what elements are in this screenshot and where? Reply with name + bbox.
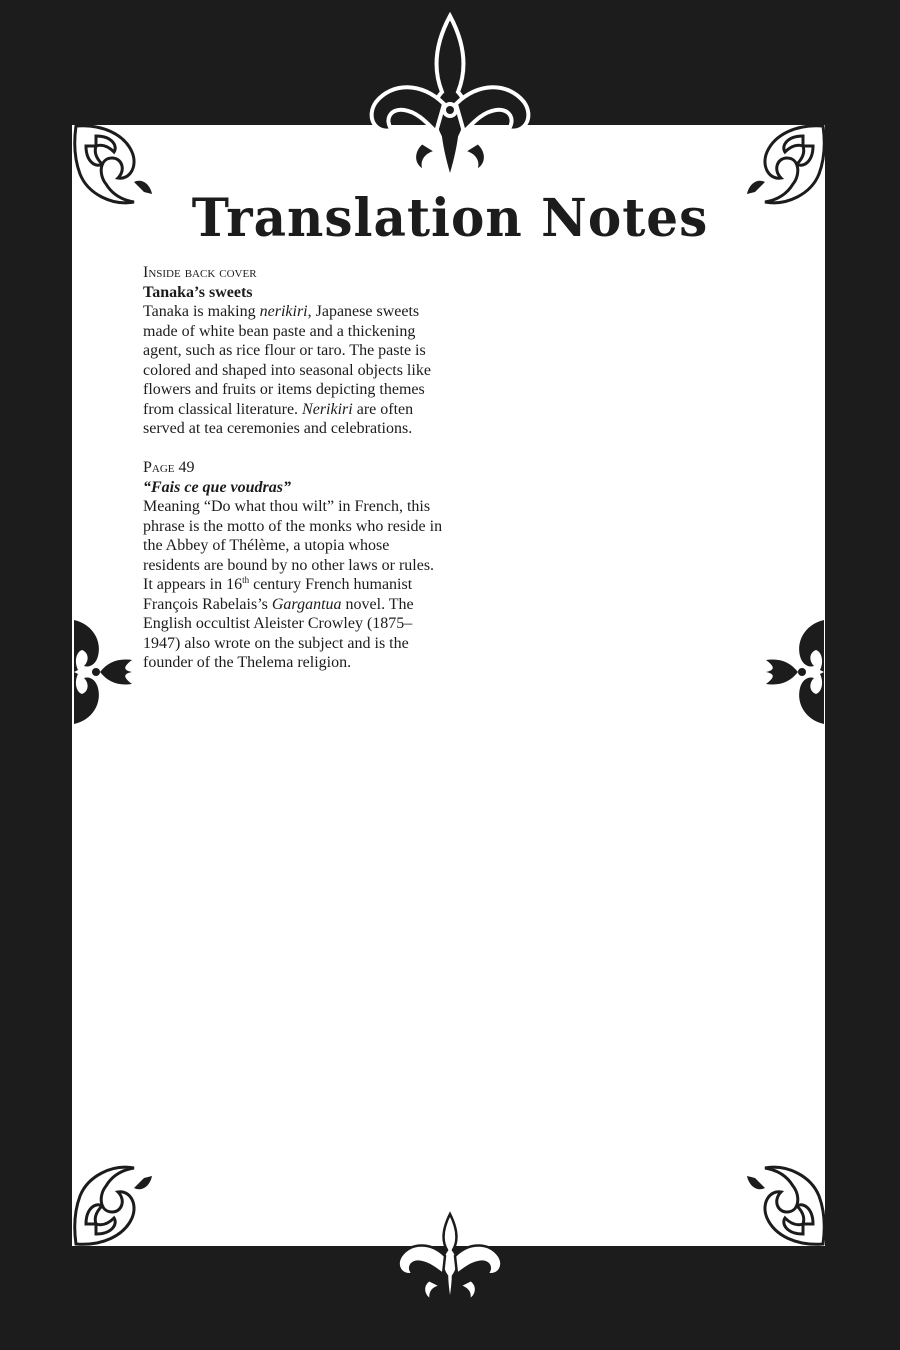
note-location: Page 49 — [143, 459, 195, 476]
note-superscript: th — [242, 575, 250, 585]
note-entry — [143, 458, 443, 673]
side-scroll-left-icon — [72, 612, 134, 732]
note-italic-term: nerikiri — [259, 303, 308, 320]
page-title: Translation Notes — [191, 186, 709, 249]
corner-scroll-bottom-left-icon — [72, 1164, 156, 1248]
note-body — [143, 497, 443, 673]
note-body — [143, 302, 443, 439]
note-text: Meaning “Do what thou wilt” in French, this phrase is the motto of the monks who reside in the Abbey of Thélème, a utopia whose residents are bound by no other laws or rules. It appears in 16 — [143, 498, 443, 593]
fleur-de-lis-bottom-icon — [395, 1210, 505, 1306]
note-text: Tanaka is making — [143, 303, 260, 320]
note-text: century French humanist François Rabelais’s — [143, 576, 413, 613]
note-text: novel. The English occultist Aleister Crowley (1875–1947) also wrote on the subject and is the founder of the Thelema religion. — [143, 595, 414, 671]
note-italic-term: Nerikiri — [302, 400, 353, 418]
note-italic-term: Gargantua — [271, 595, 342, 613]
note-heading: Tanaka’s sweets — [143, 283, 253, 301]
note-location: Inside back cover — [143, 264, 257, 281]
fleur-de-lis-top-icon — [362, 12, 538, 184]
translation-notes-list — [143, 263, 443, 692]
corner-scroll-bottom-right-icon — [743, 1164, 827, 1248]
note-text: are often served at tea ceremonies and celebrations. — [143, 400, 414, 437]
note-entry — [143, 263, 443, 439]
note-heading: “Fais ce que voudras” — [143, 478, 291, 496]
note-text: , Japanese sweets made of white bean paste and a thickening agent, such as rice flour or taro. The paste is colored and shaped into seasonal objects like flowers and fruits or items depicting themes from classical literature. — [143, 303, 431, 418]
side-scroll-right-icon — [764, 612, 826, 732]
